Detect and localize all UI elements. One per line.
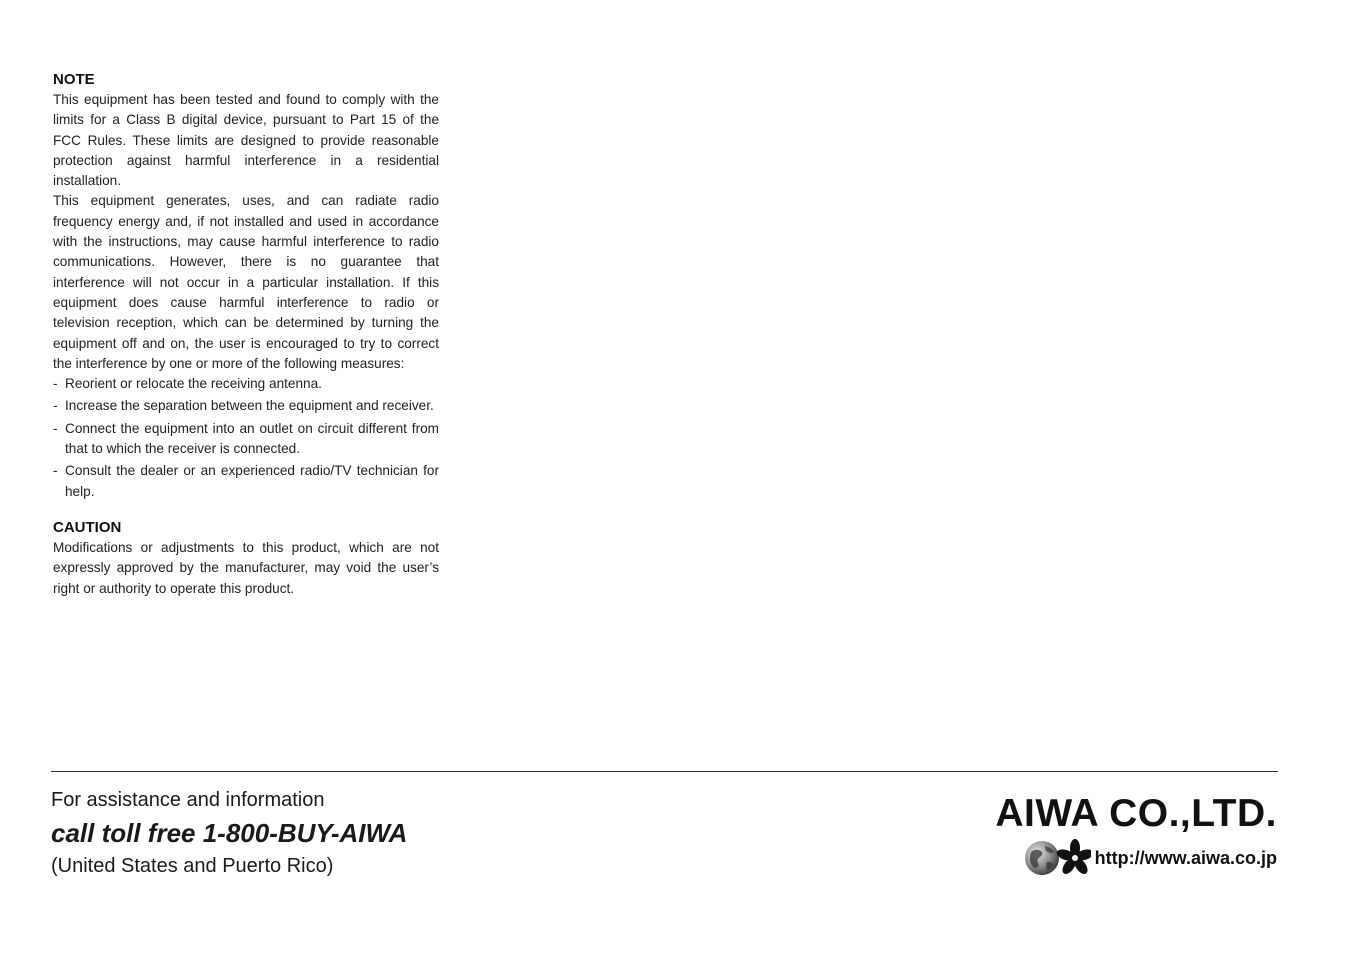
measure-text: Connect the equipment into an outlet on circuit different from that to which the receiver is connected.	[65, 420, 439, 457]
company-name: AIWA CO.,LTD.	[995, 792, 1277, 835]
caution-heading: CAUTION	[53, 518, 122, 536]
globe-flower-logo-icon	[1023, 838, 1091, 878]
measure-text: Reorient or relocate the receiving antenna.	[65, 376, 322, 392]
measure-text: Consult the dealer or an experienced radio/TV technician for help.	[65, 463, 439, 499]
assistance-block	[51, 788, 551, 880]
footer-divider	[51, 771, 1278, 772]
assistance-region: (United States and Puerto Rico)	[51, 855, 334, 877]
note-paragraph-2: This equipment generates, uses, and can radiate radio frequency energy and, if not installed and used in accordance with the instructions, may cause harmful interference to radio communications. However, there is no guarantee that interference will not occur in a particular installation. If this equipment does cause harmful interference to radio or television reception, which can be determined by turning the equipment off and on, the user is encouraged to try to correct the interference by one or more of the following measures:	[53, 193, 439, 371]
dash-bullet: -	[53, 463, 58, 479]
caution-text: Modifications or adjustments to this product, which are not expressly approved by the manufacturer, may void the user’s right or authority to operate this product.	[53, 539, 439, 596]
list-item	[53, 374, 439, 394]
measures-list	[53, 374, 439, 502]
fcc-notice-column	[53, 70, 439, 599]
brand-block	[977, 792, 1277, 878]
list-item	[53, 419, 439, 460]
note-heading: NOTE	[53, 71, 95, 88]
caution-section	[53, 518, 439, 599]
toll-free-number: call toll free 1-800-BUY-AIWA	[51, 818, 408, 848]
dash-bullet: -	[53, 420, 58, 436]
assistance-intro: For assistance and information	[51, 789, 325, 811]
note-paragraph-1: This equipment has been tested and found to comply with the limits for a Class B digital device, pursuant to Part 15 of the FCC Rules. These limits are designed to provide reasonable protection against harmful interference in a residential installation.	[53, 92, 439, 189]
website-url[interactable]: http://www.aiwa.co.jp	[1094, 848, 1277, 868]
dash-bullet: -	[53, 398, 58, 414]
list-item	[53, 396, 439, 416]
url-row	[977, 838, 1277, 878]
measure-text: Increase the separation between the equipment and receiver.	[65, 398, 434, 414]
dash-bullet: -	[53, 376, 58, 392]
list-item	[53, 461, 439, 502]
